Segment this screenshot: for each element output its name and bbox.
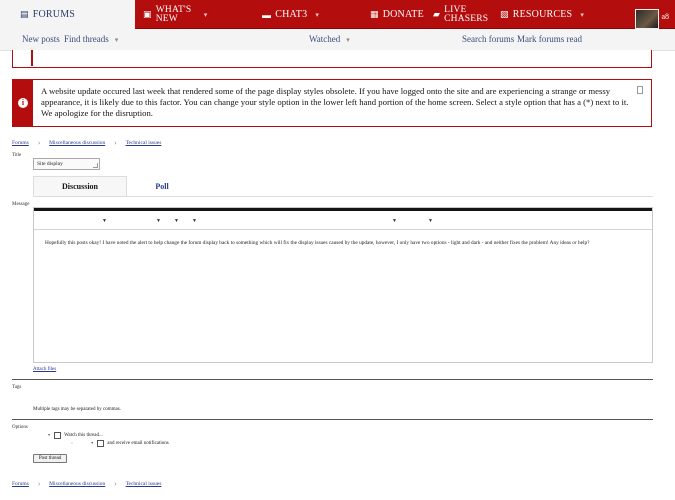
avatar[interactable] xyxy=(635,9,659,29)
nav-live-chasers-label: LIVE CHASERS xyxy=(444,4,489,24)
notice-partial xyxy=(12,50,652,68)
email-notif-option xyxy=(71,440,169,447)
mark-forums-read-link[interactable]: Mark forums read xyxy=(517,34,582,44)
tab-divider xyxy=(33,196,653,197)
watched-label: Watched xyxy=(309,34,341,44)
nav-resources[interactable] xyxy=(500,0,590,29)
breadcrumb-bottom xyxy=(12,480,161,488)
chevron-right-icon: › xyxy=(114,480,117,488)
nav-resources-label: RESOURCES xyxy=(512,9,573,20)
car-icon: ▰ xyxy=(433,9,441,19)
tab-poll[interactable]: Poll xyxy=(155,181,169,191)
dismiss-icon[interactable] xyxy=(637,86,643,94)
breadcrumb xyxy=(12,139,161,147)
info-icon: i xyxy=(18,98,28,108)
dropdown-caret-icon[interactable]: ▼ xyxy=(174,219,179,224)
nav-forums[interactable] xyxy=(0,0,135,29)
nav-forums-label: FORUMS xyxy=(32,9,76,20)
sub-nav xyxy=(0,29,675,51)
attach-files-link[interactable]: Attach files xyxy=(33,367,57,372)
message-editor[interactable] xyxy=(33,207,653,363)
find-threads-link[interactable] xyxy=(64,34,118,44)
nav-chat3-label: CHAT3 xyxy=(275,9,308,20)
comments-icon: ▤ xyxy=(20,9,29,19)
tags-hint: Multiple tags may be separated by commas. xyxy=(33,407,121,412)
nav-whats-new[interactable] xyxy=(143,0,213,29)
title-input[interactable] xyxy=(33,158,100,170)
notice-bar xyxy=(13,80,33,126)
breadcrumb-technical[interactable]: Technical issues xyxy=(125,481,162,487)
breadcrumb-forums[interactable]: Forums xyxy=(12,481,29,487)
chevron-down-icon: ▾ xyxy=(346,36,350,44)
message-body[interactable]: Hopefully this posts okay! I have noted the alert to help change the forum display back to something which will fix the display issues caused by the update, however, I only have two options - light and dark - and neither fixes the problem! Any ideas or help? xyxy=(45,240,590,246)
search-forums-link[interactable]: Search forums xyxy=(462,34,515,44)
divider xyxy=(12,419,653,420)
email-notif-label: and receive email notifications xyxy=(107,441,169,446)
nav-whats-new-label: WHAT'S NEW xyxy=(155,4,192,24)
chevron-right-icon: › xyxy=(37,480,41,488)
chevron-down-icon: ▾ xyxy=(315,10,320,19)
bullet: ◦ xyxy=(71,440,74,447)
notice-stripe xyxy=(31,50,33,66)
resources-icon: ▧ xyxy=(500,9,509,19)
gift-icon: ▦ xyxy=(370,9,379,19)
nav-chat3[interactable] xyxy=(262,0,332,29)
bullet: • xyxy=(91,440,94,447)
chevron-down-icon: ▾ xyxy=(580,10,585,19)
folder-icon: ▬ xyxy=(262,9,272,20)
post-thread-button[interactable]: Post thread xyxy=(33,454,67,463)
breadcrumb-forums[interactable]: Forums xyxy=(12,140,29,146)
breadcrumb-misc[interactable]: Miscellaneous discussion xyxy=(49,481,106,487)
message-label: Message xyxy=(12,202,30,207)
comment-icon: ▣ xyxy=(143,9,152,19)
divider xyxy=(12,379,653,380)
nav-donate[interactable] xyxy=(370,0,430,29)
breadcrumb-misc[interactable]: Miscellaneous discussion xyxy=(49,140,106,146)
dropdown-caret-icon[interactable]: ▼ xyxy=(428,219,433,224)
top-nav xyxy=(0,0,675,29)
new-posts-link[interactable]: New posts xyxy=(22,34,60,44)
find-threads-label: Find threads xyxy=(64,34,109,44)
dropdown-caret-icon[interactable]: ▼ xyxy=(392,219,397,224)
watch-thread-option xyxy=(48,432,103,439)
email-notif-checkbox[interactable] xyxy=(97,440,104,447)
editor-toolbar xyxy=(34,211,652,230)
bullet: • xyxy=(48,432,51,439)
dropdown-caret-icon[interactable]: ▼ xyxy=(192,219,197,224)
chevron-down-icon: ▾ xyxy=(203,10,208,19)
site-notice xyxy=(12,79,652,127)
nav-live-chasers[interactable] xyxy=(433,0,493,29)
avatar-text: a8 xyxy=(661,12,669,21)
notice-text: A website update occured last week that rendered some of the page display styles obsolete. If you have logged onto the site and are experiencing a strange or messy appearance, it is likely due to this factor. You can change your style option in the lower left hand portion of the home screen. Select a style option that has a (*) next to it. We apologize for the disruption. xyxy=(41,86,629,118)
dropdown-caret-icon[interactable]: ▼ xyxy=(156,219,161,224)
dropdown-caret-icon[interactable]: ▼ xyxy=(102,219,107,224)
chevron-down-icon: ▾ xyxy=(114,36,119,44)
tab-discussion[interactable]: Discussion xyxy=(33,176,127,196)
breadcrumb-technical[interactable]: Technical issues xyxy=(125,140,162,146)
title-label: Title xyxy=(12,153,22,158)
chevron-right-icon: › xyxy=(37,139,41,147)
chevron-right-icon: › xyxy=(114,139,117,147)
watch-thread-checkbox[interactable] xyxy=(54,432,61,439)
title-value: Site display xyxy=(37,161,63,167)
options-label: Options xyxy=(12,425,28,430)
watched-link[interactable] xyxy=(309,34,350,44)
watch-thread-label: Watch this thread... xyxy=(64,433,103,438)
resize-grip-icon[interactable] xyxy=(93,163,98,168)
tags-label: Tags xyxy=(12,385,22,390)
nav-donate-label: DONATE xyxy=(382,9,424,20)
